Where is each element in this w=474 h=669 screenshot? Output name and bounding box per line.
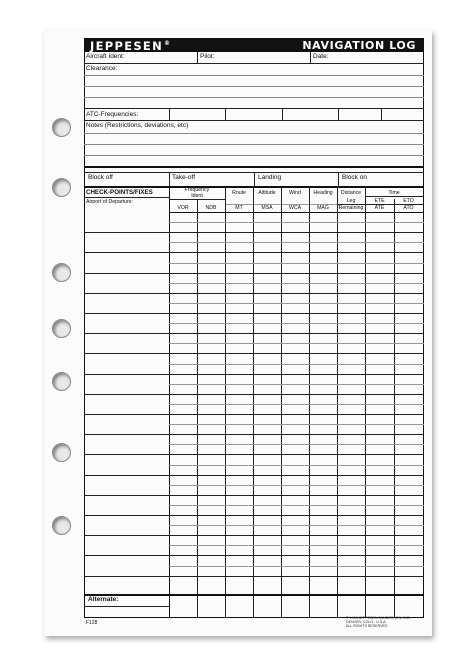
alternate-label: Alternate: bbox=[88, 596, 119, 603]
ato-header: ATO bbox=[403, 205, 414, 211]
wind-header: Wind bbox=[289, 190, 301, 196]
table-row-line bbox=[84, 394, 424, 395]
table-row-line bbox=[84, 515, 424, 516]
table-row-line bbox=[84, 414, 424, 415]
binder-hole bbox=[52, 443, 71, 462]
table-row-line bbox=[84, 535, 424, 536]
table-column-line bbox=[337, 186, 338, 617]
vor-header: VOR bbox=[177, 205, 189, 211]
mt-header: MT bbox=[235, 205, 243, 211]
binder-hole bbox=[52, 178, 71, 197]
landing-label: Landing bbox=[258, 174, 282, 181]
table-half-row-line bbox=[169, 343, 424, 344]
table-column-line bbox=[281, 186, 282, 617]
altitude-header: Altitude bbox=[258, 190, 276, 196]
binder-hole bbox=[52, 516, 71, 535]
log-form bbox=[84, 38, 424, 629]
route-header: Route bbox=[232, 190, 246, 196]
table-half-row-line bbox=[169, 525, 424, 526]
ate-header: ATE bbox=[374, 205, 385, 211]
aircraft-ident-label: Aircraft Ident: bbox=[86, 53, 125, 60]
table-half-row-line bbox=[169, 444, 424, 445]
binder-hole bbox=[52, 263, 71, 282]
notes-label: Notes (Restrictions, deviations, etc) bbox=[86, 122, 189, 129]
table-column-line bbox=[225, 186, 226, 617]
table-row-line bbox=[84, 475, 424, 476]
table-half-row-line bbox=[169, 545, 424, 546]
binder-hole bbox=[52, 319, 71, 338]
table-half-row-line bbox=[169, 283, 424, 284]
table-row-line bbox=[84, 232, 424, 233]
table-half-row-line bbox=[169, 242, 424, 243]
leg-header: Leg bbox=[346, 198, 356, 204]
binder-hole bbox=[52, 372, 71, 391]
table-column-line bbox=[253, 186, 254, 617]
frequency-header: Frequency bbox=[184, 187, 210, 193]
page-title: NAVIGATION LOG bbox=[302, 39, 416, 52]
table-column-line bbox=[365, 186, 366, 617]
table-half-row-line bbox=[169, 303, 424, 304]
remaining-header: Remaining bbox=[338, 205, 364, 211]
table-row-line bbox=[84, 293, 424, 294]
table-column-line bbox=[169, 186, 170, 617]
binder-hole bbox=[52, 118, 71, 137]
time-header: Time bbox=[388, 190, 400, 196]
brand-logo: JEPPESEN® bbox=[90, 39, 172, 53]
msa-header: MSA bbox=[261, 205, 273, 211]
table-half-row-line bbox=[169, 485, 424, 486]
mag-header: MAG bbox=[317, 205, 329, 211]
form-code: F128 bbox=[86, 620, 98, 626]
copyright-notice: © 1998 JEPPESEN SANDERSON, INC., DENVER, COLO., U.S.A. ALL RIGHTS RESERVED bbox=[346, 616, 412, 629]
checkpoints-header: CHECK-POINTS/FIXES bbox=[86, 189, 153, 196]
ete-header: ETE bbox=[374, 198, 385, 204]
table-row-line bbox=[84, 555, 424, 556]
table-column-line bbox=[309, 186, 310, 617]
table-row-line bbox=[84, 454, 424, 455]
distance-header: Distance bbox=[340, 190, 362, 196]
table-half-row-line bbox=[169, 465, 424, 466]
wca-header: WCA bbox=[288, 205, 302, 211]
table-row-line bbox=[84, 576, 424, 577]
table-half-row-line bbox=[169, 364, 424, 365]
atc-frequencies-label: ATC-Frequencies: bbox=[86, 111, 139, 118]
heading-header: Heading bbox=[313, 190, 333, 196]
ndb-header: NDB bbox=[205, 205, 217, 211]
date-label: Date: bbox=[313, 53, 329, 60]
table-half-row-line bbox=[169, 566, 424, 567]
block-on-label: Block on bbox=[342, 174, 367, 181]
navigation-log-sheet bbox=[44, 30, 432, 636]
table-row-line bbox=[84, 273, 424, 274]
table-half-row-line bbox=[169, 323, 424, 324]
table-row-line bbox=[84, 333, 424, 334]
ident-header: Ident bbox=[191, 193, 203, 199]
table-row-line bbox=[84, 252, 424, 253]
table-half-row-line bbox=[169, 222, 424, 223]
table-row-line bbox=[84, 353, 424, 354]
clearance-label: Clearance: bbox=[86, 65, 118, 72]
table-half-row-line bbox=[169, 263, 424, 264]
table-row-line bbox=[84, 313, 424, 314]
table-half-row-line bbox=[169, 404, 424, 405]
take-off-label: Take-off bbox=[172, 174, 196, 181]
table-row-line bbox=[84, 495, 424, 496]
airport-of-departure-label: Airport of Departure: bbox=[86, 199, 133, 205]
table-half-row-line bbox=[169, 424, 424, 425]
table-row-line bbox=[84, 434, 424, 435]
table-row-line bbox=[84, 374, 424, 375]
table-half-row-line bbox=[169, 505, 424, 506]
pilot-label: Pilot: bbox=[200, 53, 215, 60]
block-off-label: Block off bbox=[88, 174, 113, 181]
eto-header: ETO bbox=[403, 198, 414, 204]
header-bar bbox=[84, 38, 424, 52]
table-half-row-line bbox=[169, 384, 424, 385]
